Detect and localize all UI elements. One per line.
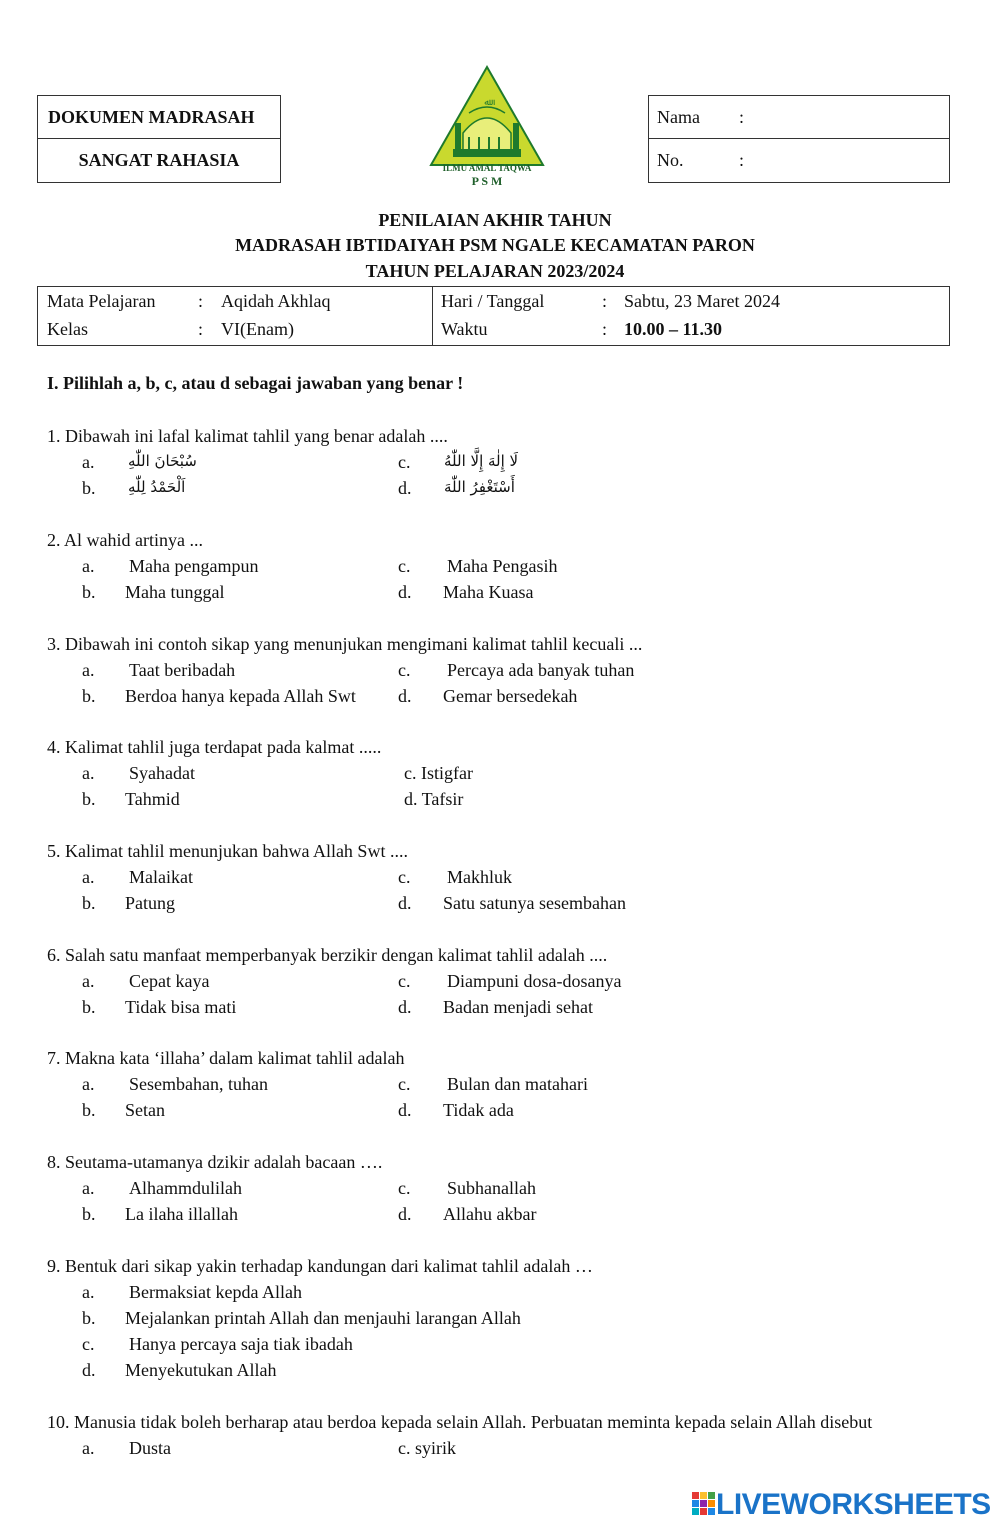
option-letter-b: b. (82, 582, 96, 602)
q2-option-d[interactable]: Maha Kuasa (443, 582, 534, 602)
option-letter-d: d. (398, 1204, 412, 1224)
q7-option-a[interactable]: Sesembahan, tuhan (129, 1074, 268, 1094)
question-10: 10. Manusia tidak boleh berharap atau berdoa kepada selain Allah. Perbuatan meminta kepada selain Allah disebut (47, 1412, 873, 1432)
q2-option-b[interactable]: Maha tunggal (125, 582, 225, 602)
option-letter-a: a. (82, 1074, 95, 1094)
option-letter-a: a. (82, 867, 95, 887)
q7-option-c[interactable]: Bulan dan matahari (447, 1074, 588, 1094)
q8-option-c[interactable]: Subhanallah (447, 1178, 536, 1198)
q3-option-c[interactable]: Percaya ada banyak tuhan (447, 660, 635, 680)
school-name: MADRASAH IBTIDAIYAH PSM NGALE KECAMATAN PARON (235, 235, 755, 255)
logo-initials: P S M (471, 174, 503, 188)
option-letter-a: a. (82, 556, 95, 576)
time-colon: : (602, 319, 608, 339)
q2-option-c[interactable]: Maha Pengasih (447, 556, 558, 576)
q9-option-c[interactable]: Hanya percaya saja tiak ibadah (129, 1334, 353, 1354)
option-letter-b: b. (82, 789, 96, 809)
option-letter-d: d. (82, 1360, 96, 1380)
question-1: 1. Dibawah ini lafal kalimat tahlil yang benar adalah .... (47, 426, 448, 446)
info-divider (432, 287, 433, 345)
logo-motto: ILMU AMAL TAQWA (442, 163, 532, 173)
option-letter-d: d. (398, 582, 412, 602)
section-instruction: I. Pilihlah a, b, c, atau d sebagai jawaban yang benar ! (47, 373, 464, 393)
school-logo (425, 63, 549, 191)
number-label: No. (657, 150, 684, 170)
option-letter-b: b. (82, 1204, 96, 1224)
option-letter-c: c. (82, 1334, 95, 1354)
option-letter-b: b. (82, 478, 96, 498)
question-2: 2. Al wahid artinya ... (47, 530, 203, 550)
class-colon: : (198, 319, 204, 339)
option-letter-d: d. (398, 478, 412, 498)
time-label: Waktu (441, 319, 488, 339)
q2-option-a[interactable]: Maha pengampun (129, 556, 259, 576)
q1-option-c[interactable]: لَا إِلٰهَ إِلَّا اللّٰهُ (444, 452, 519, 470)
option-letter-a: a. (82, 971, 95, 991)
option-letter-d: d. (398, 893, 412, 913)
option-letter-c: c. (398, 867, 411, 887)
option-letter-c: c. (398, 1074, 411, 1094)
q6-option-b[interactable]: Tidak bisa mati (125, 997, 237, 1017)
liveworksheets-icon (692, 1490, 716, 1520)
name-colon: : (739, 106, 745, 127)
q4-option-d[interactable]: d. Tafsir (404, 789, 464, 809)
q8-option-a[interactable]: Alhammdulilah (129, 1178, 242, 1198)
number-field[interactable] (649, 139, 949, 182)
student-identity-box (648, 95, 950, 183)
option-letter-b: b. (82, 997, 96, 1017)
q1-option-d[interactable]: أَسْتَغْفِرُ اللّٰهَ (444, 478, 515, 496)
date-colon: : (602, 291, 608, 311)
q5-option-a[interactable]: Malaikat (129, 867, 193, 887)
q5-option-c[interactable]: Makhluk (447, 867, 512, 887)
name-field[interactable] (649, 96, 949, 139)
q3-option-d[interactable]: Gemar bersedekah (443, 686, 578, 706)
q1-option-b[interactable]: اَلْحَمْدُ لِلّٰهِ (128, 478, 186, 496)
question-6: 6. Salah satu manfaat memperbanyak berzikir dengan kalimat tahlil adalah .... (47, 945, 608, 965)
option-letter-d: d. (398, 686, 412, 706)
subject-value: Aqidah Akhlaq (221, 291, 331, 311)
number-colon: : (739, 150, 745, 170)
document-classification-box (37, 95, 281, 183)
q7-option-b[interactable]: Setan (125, 1100, 165, 1120)
q10-option-a[interactable]: Dusta (129, 1438, 171, 1458)
classification-line-1: DOKUMEN MADRASAH (38, 96, 280, 139)
q6-option-d[interactable]: Badan menjadi sehat (443, 997, 593, 1017)
option-letter-b: b. (82, 893, 96, 913)
option-letter-c: c. (398, 1178, 411, 1198)
classification-line-2: SANGAT RAHASIA (78, 150, 240, 170)
q4-option-a[interactable]: Syahadat (129, 763, 195, 783)
exam-title: PENILAIAN AKHIR TAHUN (378, 210, 612, 230)
q3-option-b[interactable]: Berdoa hanya kepada Allah Swt (125, 686, 356, 706)
subject-colon: : (198, 291, 204, 311)
q6-option-c[interactable]: Diampuni dosa-dosanya (447, 971, 622, 991)
option-letter-a: a. (82, 1438, 95, 1458)
time-value: 10.00 – 11.30 (624, 319, 723, 339)
option-letter-a: a. (82, 452, 95, 472)
q10-option-c[interactable]: c. syirik (398, 1438, 456, 1458)
q4-option-c[interactable]: c. Istigfar (404, 763, 473, 783)
question-3: 3. Dibawah ini contoh sikap yang menunjukan mengimani kalimat tahlil kecuali ... (47, 634, 643, 654)
question-8: 8. Seutama-utamanya dzikir adalah bacaan …. (47, 1152, 383, 1172)
q9-option-a[interactable]: Bermaksiat kepda Allah (129, 1282, 302, 1302)
exam-info-table (37, 286, 950, 346)
q1-option-a[interactable]: سُبْحَانَ اللّٰهِ (128, 452, 197, 470)
q5-option-b[interactable]: Patung (125, 893, 176, 913)
q9-option-d[interactable]: Menyekutukan Allah (125, 1360, 277, 1380)
question-9: 9. Bentuk dari sikap yakin terhadap kandungan dari kalimat tahlil adalah … (47, 1256, 593, 1276)
name-label: Nama (657, 106, 700, 127)
option-letter-c: c. (398, 452, 411, 472)
date-value: Sabtu, 23 Maret 2024 (624, 291, 780, 311)
option-letter-a: a. (82, 1178, 95, 1198)
svg-text:ﷲ: ﷲ (484, 98, 490, 108)
subject-label: Mata Pelajaran (47, 291, 156, 311)
q6-option-a[interactable]: Cepat kaya (129, 971, 210, 991)
liveworksheets-wordmark: LIVEWORKSHEETS (716, 1488, 991, 1521)
academic-year: TAHUN PELAJARAN 2023/2024 (365, 261, 625, 281)
option-letter-b: b. (82, 686, 96, 706)
option-letter-c: c. (398, 556, 411, 576)
option-letter-d: d. (398, 997, 412, 1017)
option-letter-c: c. (398, 660, 411, 680)
class-label: Kelas (47, 319, 88, 339)
q5-option-d[interactable]: Satu satunya sesembahan (443, 893, 626, 913)
question-5: 5. Kalimat tahlil menunjukan bahwa Allah Swt .... (47, 841, 408, 861)
option-letter-c: c. (398, 971, 411, 991)
question-7: 7. Makna kata ‘illaha’ dalam kalimat tahlil adalah (47, 1048, 405, 1068)
q3-option-a[interactable]: Taat beribadah (129, 660, 236, 680)
date-label: Hari / Tanggal (441, 291, 545, 311)
q9-option-b[interactable]: Mejalankan printah Allah dan menjauhi larangan Allah (125, 1308, 521, 1328)
option-letter-b: b. (82, 1308, 96, 1328)
class-value: VI(Enam) (221, 319, 294, 339)
option-letter-a: a. (82, 660, 95, 680)
option-letter-d: d. (398, 1100, 412, 1120)
q7-option-d[interactable]: Tidak ada (443, 1100, 514, 1120)
liveworksheets-logo[interactable] (692, 1488, 991, 1522)
option-letter-a: a. (82, 763, 95, 783)
option-letter-a: a. (82, 1282, 95, 1302)
q8-option-b[interactable]: La ilaha illallah (125, 1204, 238, 1224)
question-4: 4. Kalimat tahlil juga terdapat pada kalmat ..... (47, 737, 382, 757)
q4-option-b[interactable]: Tahmid (125, 789, 180, 809)
q8-option-d[interactable]: Allahu akbar (443, 1204, 537, 1224)
option-letter-b: b. (82, 1100, 96, 1120)
